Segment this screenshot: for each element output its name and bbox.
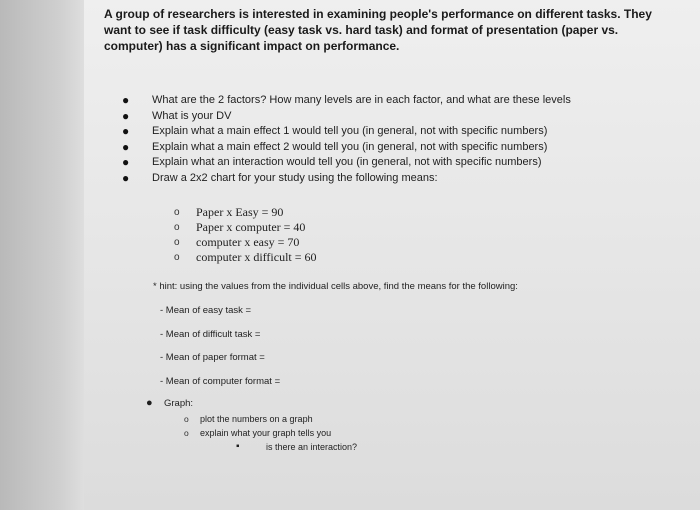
circle-bullet-icon: o bbox=[174, 237, 180, 248]
list-item: ▪ is there an interaction? bbox=[236, 441, 358, 452]
left-edge bbox=[0, 0, 84, 510]
square-bullet-icon: ▪ bbox=[236, 441, 240, 452]
graph-heading-item: ● Graph: bbox=[146, 397, 194, 409]
list-item: - Mean of computer format = bbox=[160, 375, 281, 387]
marginal-means-list bbox=[160, 304, 280, 398]
list-item: o computer x easy = 70 bbox=[174, 235, 300, 249]
circle-bullet-icon: o bbox=[184, 414, 189, 424]
bullet-icon: ● bbox=[122, 139, 130, 154]
cell-means-list bbox=[170, 205, 317, 265]
circle-bullet-icon: o bbox=[184, 428, 189, 438]
circle-bullet-icon: o bbox=[174, 207, 180, 218]
list-item: - Mean of easy task = bbox=[160, 305, 252, 316]
list-item: o Paper x Easy = 90 bbox=[174, 205, 284, 219]
bullet-icon: ● bbox=[146, 397, 153, 409]
list-item: ● What is your DV bbox=[122, 108, 232, 123]
hint-text: * hint: using the values from the individual cells above, find the means for the following: bbox=[153, 281, 518, 292]
list-item: ● What are the 2 factors? How many levels are in each factor, and what are these levels bbox=[122, 93, 571, 107]
graph-section bbox=[146, 397, 357, 454]
list-item: ● Explain what a main effect 1 would tell you (in general, not with specific numbers) bbox=[122, 124, 548, 138]
list-item: ● Explain what a main effect 2 would tell you (in general, not with specific numbers) bbox=[122, 139, 548, 154]
list-item: o plot the numbers on a graph bbox=[184, 414, 313, 424]
bullet-icon: ● bbox=[122, 124, 130, 138]
bullet-icon: ● bbox=[122, 93, 130, 107]
list-item: - Mean of paper format = bbox=[160, 352, 265, 364]
circle-bullet-icon: o bbox=[174, 222, 180, 233]
question-list bbox=[120, 93, 640, 186]
bullet-icon: ● bbox=[122, 155, 130, 169]
bullet-icon: ● bbox=[122, 170, 130, 185]
intro-paragraph: A group of researchers is interested in examining people's performance on different tasks. They want to see if task difficulty (easy task vs. hard task) and format of presentation (paper vs. computer) has a significant impact on performance. bbox=[104, 7, 652, 53]
circle-bullet-icon: o bbox=[174, 252, 180, 263]
list-item: o explain what your graph tells you bbox=[184, 428, 332, 438]
list-item: ● Draw a 2x2 chart for your study using the following means: bbox=[122, 170, 438, 185]
bullet-icon: ● bbox=[122, 108, 130, 123]
list-item: o computer x difficult = 60 bbox=[174, 250, 317, 264]
list-item: - Mean of difficult task = bbox=[160, 328, 261, 340]
list-item: o Paper x computer = 40 bbox=[174, 220, 306, 234]
list-item: ● Explain what an interaction would tell you (in general, not with specific numbers) bbox=[122, 155, 542, 169]
